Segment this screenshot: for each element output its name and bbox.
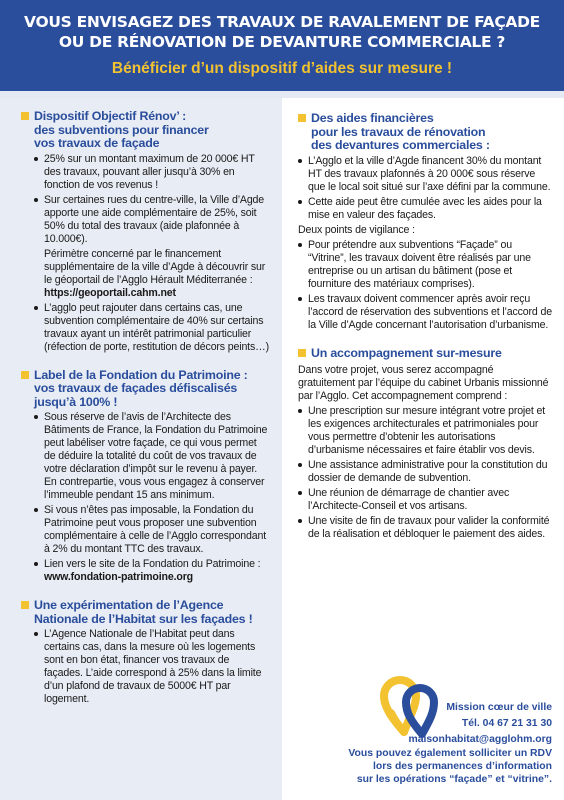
page-title-line2: OU DE RÉNOVATION DE DEVANTURE COMMERCIALE ?: [58, 33, 506, 51]
list-item: Une assistance administrative pour la constitution du dossier de demande de subvention.: [298, 459, 552, 485]
geoportail-link[interactable]: https://geoportail.cahm.net: [44, 286, 176, 299]
banner-divider: [0, 91, 564, 98]
yellow-square-icon: [298, 349, 306, 357]
yellow-square-icon: [21, 601, 29, 609]
list-item: Une visite de fin de travaux pour valider la conformité de la réalisation et débloquer le paiement des aides.: [298, 515, 552, 541]
list-item: Les travaux doivent commencer après avoir reçu l’accord de réservation des subventions et l’accord de la Ville d’Agde concernant l’autorisation d’urbanisme.: [298, 293, 552, 332]
fondation-patrimoine-link[interactable]: www.fondation-patrimoine.org: [44, 571, 194, 583]
section-title-accompagnement: Un accompagnement sur-mesure: [298, 347, 552, 361]
contact-name: Mission cœur de ville: [446, 702, 552, 713]
list-item: Sous réserve de l’avis de l’Architecte des Bâtiments de France, la Fondation du Patrimoine peut labéliser votre façade, ce qui vous permet de déduire la totalité du coût de vos travaux de votre déclaration d’impôt sur le revenu à payer. En contrepartie, vous vous engagez à conserver l’immeuble pendant 15 ans minimum.: [34, 411, 270, 502]
contact-info: [302, 701, 552, 786]
list-item: L’Agence Nationale de l’Habitat peut dans certains cas, dans la mesure où les logements sont en bon état, financer vos travaux de façades. L’aide correspond à 25% dans la limite d’un plafond de travaux de 5000€ HT par logement.: [34, 628, 270, 706]
list-item: L’Agglo et la ville d’Agde financent 30% du montant HT des travaux plafonnés à 20 000€ sous réserve que le local soit situé sur l’axe défini par la commune.: [298, 155, 552, 194]
bullet-icon: [298, 200, 302, 204]
anah-list: [34, 628, 270, 706]
bullet-icon: [298, 409, 302, 413]
yellow-square-icon: [21, 112, 29, 120]
bullet-icon: [298, 463, 302, 467]
bullet-icon: [34, 562, 38, 566]
bullet-icon: [34, 306, 38, 310]
contact-note-line3: sur les opérations “façade” et “vitrine”.: [356, 774, 552, 786]
section-title-aides-devantures: Des aides financières pour les travaux de rénovation des devantures commerciales :: [298, 112, 552, 153]
yellow-square-icon: [21, 371, 29, 379]
bullet-icon: [298, 159, 302, 163]
bullet-icon: [298, 519, 302, 523]
bullet-icon: [34, 632, 38, 636]
list-item: Si vous n’êtes pas imposable, la Fondation du Patrimoine peut vous proposer une subvention complémentaire à celle de l’Agglo correspondant à 2% du montant TTC des travaux.: [34, 504, 270, 556]
bullet-icon: [298, 491, 302, 495]
section-title-anah: Une expérimentation de l’Agence Nationale de l’Habitat sur les façades !: [34, 599, 270, 626]
accompagnement-list: [298, 405, 552, 541]
bullet-icon: [298, 243, 302, 247]
vigilance-heading: Deux points de vigilance :: [298, 223, 415, 236]
header-banner: [0, 0, 564, 91]
section-title-fondation-patrimoine: Label de la Fondation du Patrimoine : vos travaux de façades défiscalisés jusqu’à 100% !: [34, 369, 270, 410]
bullet-icon: [34, 198, 38, 202]
list-item-continuation: Périmètre concerné par le financement supplémentaire de la ville d’Agde à découvrir sur le géoportail de l’Agglo Hérault Méditerranée : https://geoportail.cahm.net: [44, 247, 266, 299]
contact-email[interactable]: maisonhabitat@agglohm.org: [408, 734, 552, 746]
list-item: Pour prétendre aux subventions “Façade” ou “Vitrine”, les travaux doivent être réalisés par une entreprise ou un artisan du bâtiment (pose et fourniture des matériaux comprises).: [298, 239, 552, 291]
contact-phone[interactable]: Tél. 04 67 21 31 30: [461, 718, 552, 730]
list-item: Cette aide peut être cumulée avec les aides pour la mise en valeur des façades.: [298, 196, 552, 222]
list-item: Une réunion de démarrage de chantier avec l’Architecte-Conseil et vos artisans.: [298, 487, 552, 513]
page-title-line1: VOUS ENVISAGEZ DES TRAVAUX DE RAVALEMENT DE FAÇADE: [24, 13, 540, 31]
left-column: [0, 98, 282, 800]
section-title-objectif-renov: Dispositif Objectif Rénov’ : des subventions pour financer vos travaux de façade: [34, 110, 270, 151]
aides-devantures-list: [298, 155, 552, 222]
bullet-icon: [34, 157, 38, 161]
list-item: 25% sur un montant maximum de 20 000€ HT des travaux, pouvant aller jusqu’à 30% en fonction de vos revenus !: [34, 153, 270, 192]
bullet-icon: [34, 508, 38, 512]
bullet-icon: [298, 297, 302, 301]
contact-note-line2: lors des permanences d’information: [373, 760, 552, 772]
page-subtitle: Bénéficier d’un dispositif d’aides sur mesure !: [111, 60, 453, 77]
fondation-patrimoine-list: [34, 411, 270, 584]
yellow-square-icon: [298, 114, 306, 122]
bullet-icon: [34, 415, 38, 419]
objectif-renov-list: [34, 153, 270, 354]
vigilance-list: [298, 239, 552, 332]
list-item: Une prescription sur mesure intégrant votre projet et les exigences architecturales et patrimoniales pour vous permettre d’obtenir les autorisations d’urbanisme nécessaires et faire établir vos devis.: [298, 405, 552, 457]
list-item: L’agglo peut rajouter dans certains cas, une subvention complémentaire de 40% sur certains travaux ayant un intérêt patrimonial particulier (réfection de porte, restitution de décors peints…): [34, 302, 270, 354]
accompagnement-intro: Dans votre projet, vous serez accompagné gratuitement par l’équipe du cabinet Urbanis missionné par l’Agglo. Cet accompagnement comprend :: [298, 364, 549, 402]
list-item: Lien vers le site de la Fondation du Patrimoine : www.fondation-patrimoine.org: [34, 558, 270, 584]
contact-note-line1: Vous pouvez également solliciter un RDV: [348, 747, 552, 759]
list-item: Sur certaines rues du centre-ville, la Ville d’Agde apporte une aide complémentaire de 25%, soit 50% du total des travaux (aide plafonnée à 10.000€). Périmètre concerné par le financement supplémentaire de la ville d’Agde à découvrir sur le géoportail de l’Agglo Hérault Méditerranée : https://geoportail.cahm.net: [34, 194, 270, 300]
